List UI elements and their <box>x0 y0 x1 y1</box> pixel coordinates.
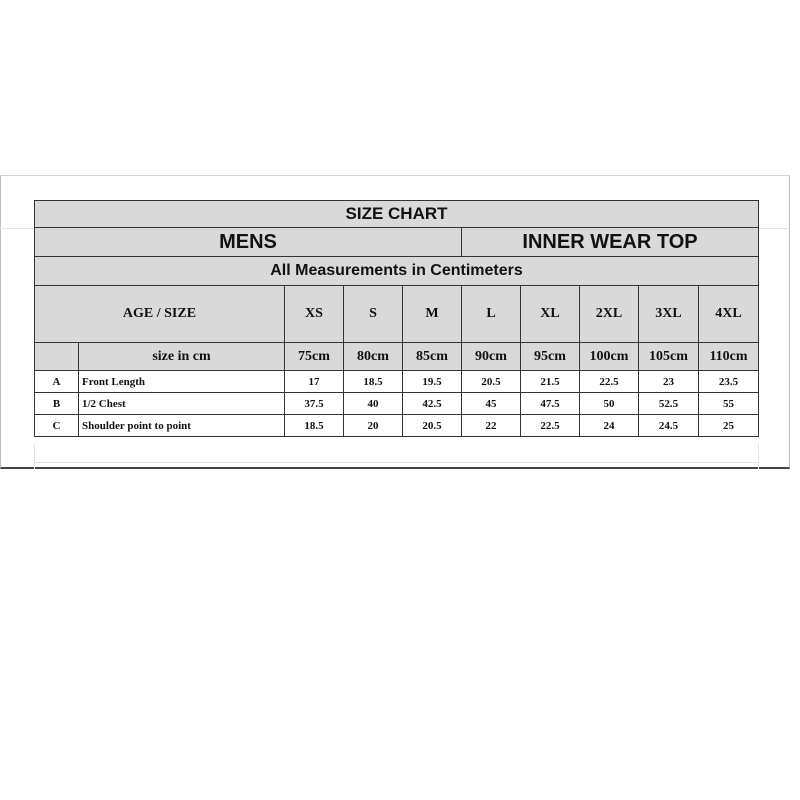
measurement-value: 20.5 <box>462 371 521 393</box>
measurement-note: All Measurements in Centimeters <box>35 257 759 286</box>
size-cm-cell: 75cm <box>285 343 344 371</box>
measurement-value: 22.5 <box>521 415 580 437</box>
sheet-gridline <box>0 228 34 229</box>
measurement-value: 45 <box>462 393 521 415</box>
measurement-value: 22.5 <box>580 371 639 393</box>
measurement-name: Front Length <box>79 371 285 393</box>
sheet-gridline <box>758 443 759 469</box>
measurement-value: 21.5 <box>521 371 580 393</box>
measurement-value: 52.5 <box>639 393 699 415</box>
sheet-gridline <box>758 228 790 229</box>
measurement-value: 40 <box>344 393 403 415</box>
measurement-value: 22 <box>462 415 521 437</box>
size-header-4xl: 4XL <box>699 286 759 343</box>
measurement-name: Shoulder point to point <box>79 415 285 437</box>
product-heading: INNER WEAR TOP <box>462 228 759 257</box>
row-code: B <box>35 393 79 415</box>
gender-heading: MENS <box>35 228 462 257</box>
measurement-value: 50 <box>580 393 639 415</box>
row-code: A <box>35 371 79 393</box>
size-header-2xl: 2XL <box>580 286 639 343</box>
size-header-s: S <box>344 286 403 343</box>
measurement-name: 1/2 Chest <box>79 393 285 415</box>
size-cm-cell: 80cm <box>344 343 403 371</box>
size-cm-cell: 110cm <box>699 343 759 371</box>
sheet-gridline <box>34 462 758 463</box>
table-row <box>35 371 759 393</box>
measurement-value: 37.5 <box>285 393 344 415</box>
measurement-value: 23 <box>639 371 699 393</box>
size-cm-cell: 95cm <box>521 343 580 371</box>
blank-code-cell <box>35 343 79 371</box>
measurement-value: 23.5 <box>699 371 759 393</box>
size-in-cm-label: size in cm <box>79 343 285 371</box>
measurement-value: 42.5 <box>403 393 462 415</box>
size-cm-cell: 105cm <box>639 343 699 371</box>
measurement-value: 24.5 <box>639 415 699 437</box>
size-chart-table <box>34 200 759 437</box>
row-code: C <box>35 415 79 437</box>
size-header-m: M <box>403 286 462 343</box>
measurement-value: 47.5 <box>521 393 580 415</box>
size-cm-cell: 90cm <box>462 343 521 371</box>
size-header-3xl: 3XL <box>639 286 699 343</box>
chart-title: SIZE CHART <box>35 201 759 228</box>
measurement-value: 20 <box>344 415 403 437</box>
measurement-value: 18.5 <box>344 371 403 393</box>
sheet-gridline <box>34 443 35 469</box>
size-cm-cell: 85cm <box>403 343 462 371</box>
measurement-value: 55 <box>699 393 759 415</box>
measurement-value: 24 <box>580 415 639 437</box>
measurement-value: 18.5 <box>285 415 344 437</box>
measurement-value: 20.5 <box>403 415 462 437</box>
size-header-l: L <box>462 286 521 343</box>
age-size-header: AGE / SIZE <box>35 286 285 343</box>
table-row <box>35 393 759 415</box>
table-row <box>35 415 759 437</box>
size-header-xl: XL <box>521 286 580 343</box>
measurement-value: 17 <box>285 371 344 393</box>
measurement-value: 25 <box>699 415 759 437</box>
size-header-xs: XS <box>285 286 344 343</box>
measurement-value: 19.5 <box>403 371 462 393</box>
size-cm-cell: 100cm <box>580 343 639 371</box>
